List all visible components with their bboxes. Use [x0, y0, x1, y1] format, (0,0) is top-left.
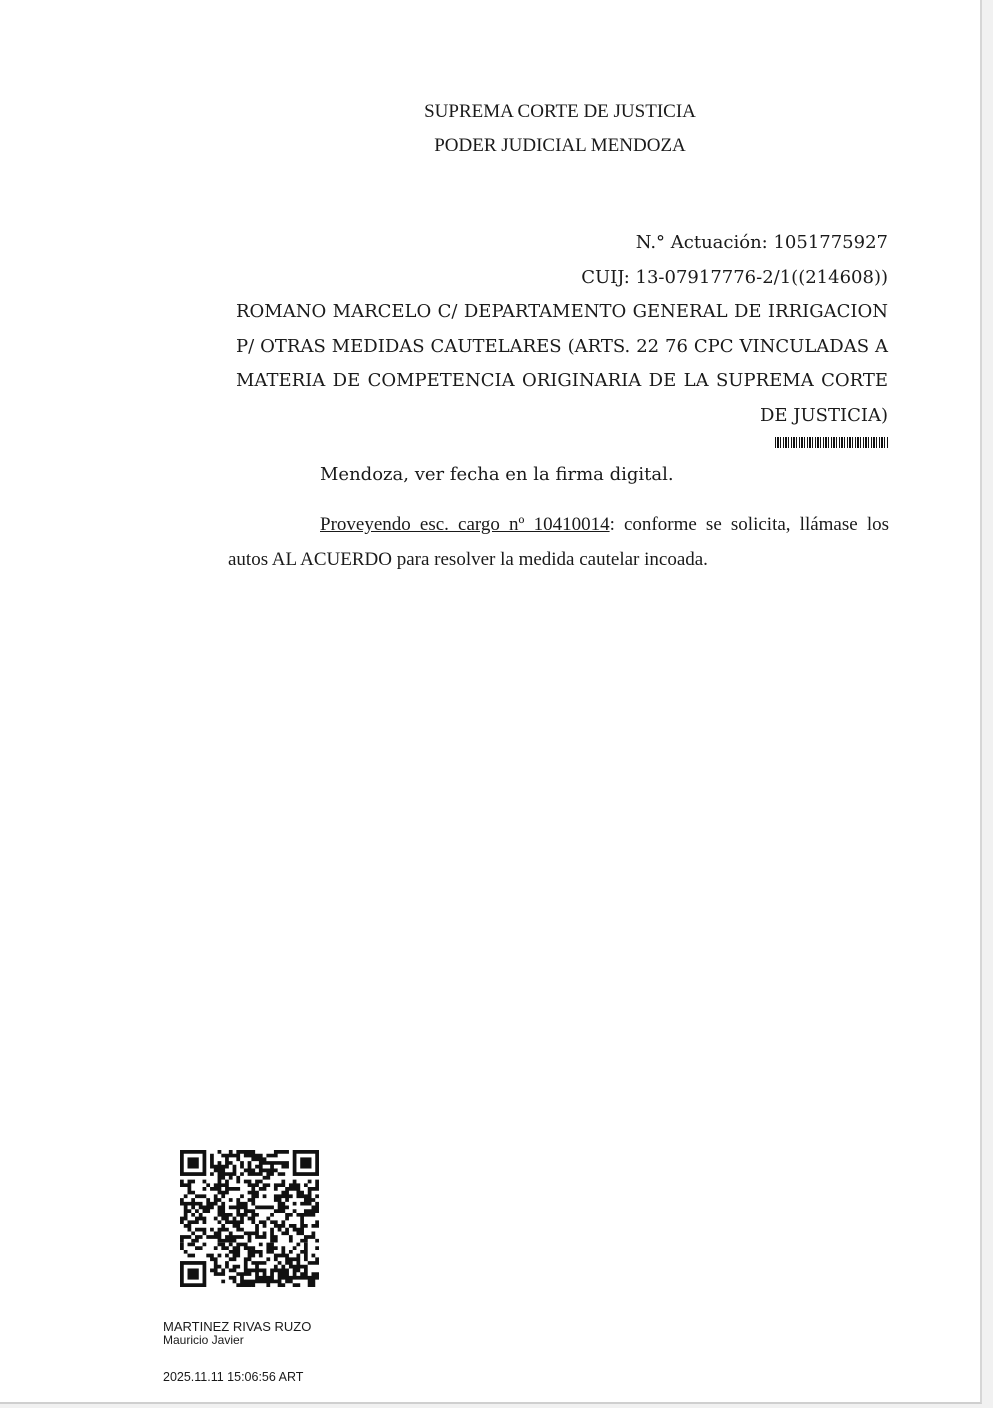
- filing-reference: Proveyendo esc. cargo nº 10410014: [320, 514, 610, 535]
- signer-given-name: Mauricio Javier: [163, 1333, 244, 1347]
- signature-timestamp: 2025.11.11 15:06:56 ART: [163, 1370, 304, 1384]
- resolution-paragraph: [228, 507, 889, 577]
- court-header: [330, 95, 790, 163]
- qr-code: [180, 1150, 319, 1287]
- cuij-number: CUIJ: 13-07917776-2/1((214608)): [581, 266, 888, 288]
- judicial-branch-name: PODER JUDICIAL MENDOZA: [434, 135, 686, 156]
- resolution-text: : conforme se solicita, llámase los autos AL ACUERDO para resolver la medida cautelar incoada.: [228, 514, 890, 570]
- actuacion-number: N.° Actuación: 1051775927: [635, 232, 888, 253]
- date-line: Mendoza, ver fecha en la firma digital.: [320, 464, 674, 485]
- digital-signer: [163, 1320, 311, 1347]
- case-barcode: [775, 437, 889, 448]
- case-title: ROMANO MARCELO C/ DEPARTAMENTO GENERAL DE IRRIGACION P/ OTRAS MEDIDAS CAUTELARES (ARTS. 22 76 CPC VINCULADAS A MATERIA DE COMPETENCIA ORIGINARIA DE LA SUPREMA CORTE DE JUSTICIA): [236, 301, 888, 426]
- court-name: SUPREMA CORTE DE JUSTICIA: [424, 101, 696, 122]
- signer-surname: MARTINEZ RIVAS RUZO: [163, 1319, 312, 1334]
- case-identification: [236, 226, 888, 433]
